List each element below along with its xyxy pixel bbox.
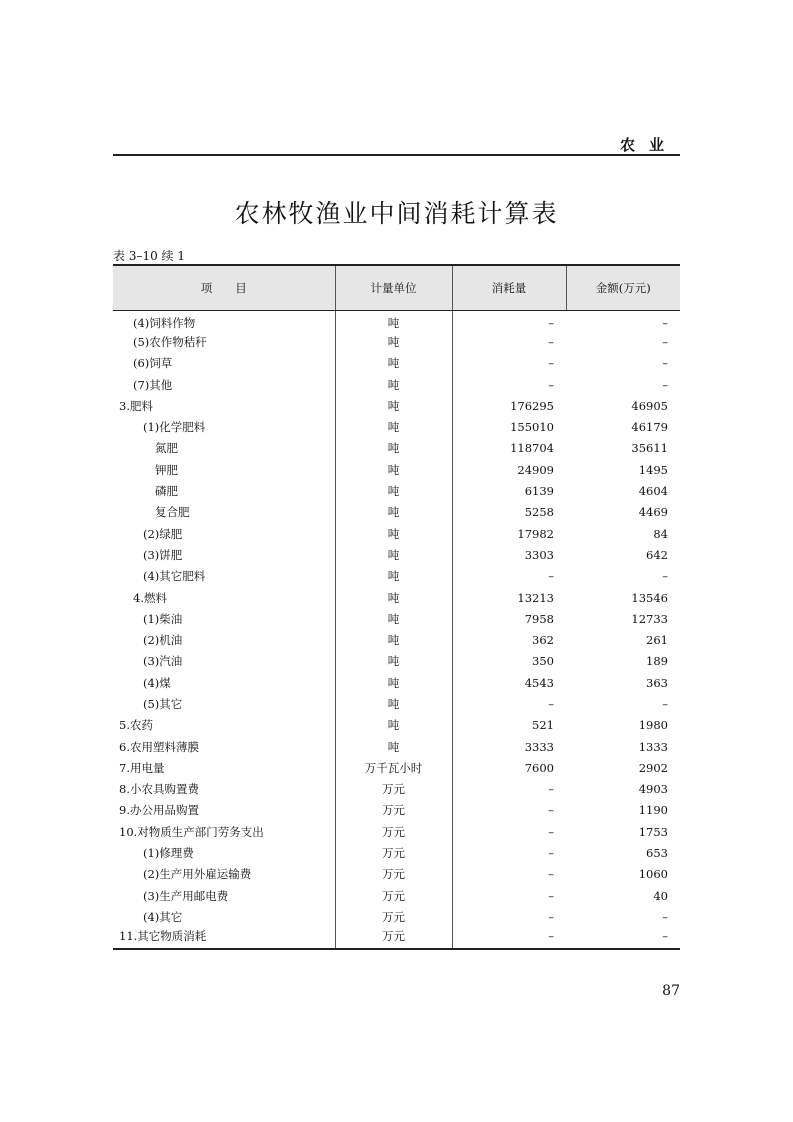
row-item-label: (2)机油: [143, 633, 183, 648]
row-consumption: 3333: [524, 739, 554, 754]
row-item-label: 9.办公用品购置: [119, 803, 199, 818]
row-amount: –: [662, 909, 668, 924]
row-unit: 万千瓦小时: [335, 757, 452, 778]
row-unit: 吨: [335, 438, 452, 459]
row-item-label: 5.农药: [119, 718, 153, 733]
section-header: [113, 132, 680, 156]
table-row: [113, 629, 680, 650]
row-item-label: (6)饲草: [133, 356, 173, 371]
row-amount: 12733: [631, 611, 668, 626]
row-item-label: (7)其他: [133, 377, 173, 392]
table-row: [113, 757, 680, 778]
table-row: [113, 566, 680, 587]
row-consumption: 521: [532, 718, 554, 733]
table-row: [113, 906, 680, 927]
row-item-label: (3)生产用邮电费: [143, 888, 229, 903]
row-amount: 4604: [638, 484, 668, 499]
row-consumption: 4543: [524, 675, 554, 690]
row-item-label: (1)修理费: [143, 846, 194, 861]
row-item-label: (5)其它: [143, 696, 183, 711]
row-unit: 万元: [335, 800, 452, 821]
row-item-label: (1)化学肥料: [143, 420, 206, 435]
row-amount: –: [662, 356, 668, 371]
row-item-label: 7.用电量: [119, 760, 165, 775]
row-consumption: –: [548, 824, 554, 839]
row-unit: 万元: [335, 885, 452, 906]
row-item-label: (2)绿肥: [143, 526, 183, 541]
row-unit: 吨: [335, 459, 452, 480]
row-amount: 1333: [638, 739, 668, 754]
table-label: 表 3–10 续 1: [113, 249, 185, 263]
row-amount: 1980: [638, 718, 668, 733]
row-unit: 吨: [335, 629, 452, 650]
row-item-label: (5)农作物秸秆: [133, 334, 207, 349]
row-consumption: 7600: [524, 760, 554, 775]
row-item-label: (3)汽油: [143, 654, 183, 669]
row-unit: 万元: [335, 906, 452, 927]
row-amount: 363: [646, 675, 668, 690]
row-unit: 吨: [335, 651, 452, 672]
row-amount: 261: [646, 633, 668, 648]
row-item-label: 复合肥: [155, 505, 190, 520]
row-unit: 万元: [335, 864, 452, 885]
page-title: 农林牧渔业中间消耗计算表: [234, 199, 559, 228]
section-header-text: 农业: [619, 136, 678, 154]
row-item-label: 氮肥: [155, 441, 178, 456]
row-consumption: –: [548, 909, 554, 924]
row-consumption: –: [548, 569, 554, 584]
row-unit: 万元: [335, 821, 452, 842]
row-consumption: –: [548, 782, 554, 797]
table-row: [113, 864, 680, 885]
row-unit: 吨: [335, 608, 452, 629]
row-item-label: (1)柴油: [143, 611, 183, 626]
row-amount: 2902: [638, 760, 668, 775]
row-item-label: (2)生产用外雇运输费: [143, 867, 252, 882]
row-item-label: 4.燃料: [133, 590, 167, 605]
table-row: [113, 459, 680, 480]
row-consumption: –: [548, 803, 554, 818]
row-amount: 1190: [638, 803, 668, 818]
consumption-table: [113, 264, 680, 950]
row-amount: 40: [653, 888, 668, 903]
column-header-consumption: 消耗量: [452, 265, 566, 310]
row-item-label: 钾肥: [155, 462, 178, 477]
row-amount: 1495: [638, 462, 668, 477]
row-unit: 吨: [335, 544, 452, 565]
row-consumption: –: [548, 846, 554, 861]
row-amount: 189: [646, 654, 668, 669]
row-consumption: –: [548, 696, 554, 711]
table-row: [113, 715, 680, 736]
row-consumption: 176295: [510, 398, 554, 413]
row-consumption: 24909: [517, 462, 554, 477]
row-consumption: 350: [532, 654, 554, 669]
table-row: [113, 395, 680, 416]
table-row: [113, 672, 680, 693]
table-row: [113, 353, 680, 374]
table-row: [113, 842, 680, 863]
row-consumption: –: [548, 356, 554, 371]
row-unit: 吨: [335, 480, 452, 501]
row-consumption: 17982: [517, 526, 554, 541]
row-item-label: (4)煤: [143, 675, 171, 690]
row-consumption: 6139: [524, 484, 554, 499]
column-header-amount: 金额(万元): [566, 265, 680, 310]
row-amount: 46905: [631, 398, 668, 413]
row-consumption: 155010: [510, 420, 554, 435]
row-unit: 吨: [335, 331, 452, 352]
row-unit: 吨: [335, 502, 452, 523]
table-row: [113, 587, 680, 608]
table-row: [113, 480, 680, 501]
row-unit: 吨: [335, 566, 452, 587]
row-consumption: –: [548, 377, 554, 392]
row-amount: 46179: [631, 420, 668, 435]
row-unit: 吨: [335, 523, 452, 544]
row-unit: 吨: [335, 416, 452, 437]
row-unit: 吨: [335, 736, 452, 757]
row-unit: 吨: [335, 693, 452, 714]
row-consumption: –: [452, 928, 566, 949]
table-body: [113, 310, 680, 949]
row-amount: 4469: [638, 505, 668, 520]
row-item-label: 11.其它物质消耗: [113, 928, 335, 949]
row-amount: 35611: [631, 441, 668, 456]
row-amount: 653: [646, 846, 668, 861]
row-amount: –: [662, 696, 668, 711]
table-row: [113, 800, 680, 821]
row-consumption: 5258: [524, 505, 554, 520]
column-header-unit: 计量单位: [335, 265, 452, 310]
row-item-label: 8.小农具购置费: [119, 782, 199, 797]
row-amount: 13546: [631, 590, 668, 605]
row-consumption: 7958: [524, 611, 554, 626]
row-unit: 吨: [335, 310, 452, 331]
table-row: [113, 693, 680, 714]
row-item-label: 3.肥料: [119, 398, 153, 413]
row-consumption: –: [548, 867, 554, 882]
row-unit: 吨: [335, 715, 452, 736]
table-row: [113, 608, 680, 629]
row-unit: 万元: [335, 842, 452, 863]
row-unit: 万元: [335, 928, 452, 949]
row-amount: 4903: [638, 782, 668, 797]
table-row: [113, 651, 680, 672]
row-item-label: 6.农用塑料薄膜: [119, 739, 199, 754]
page-number: 87: [662, 983, 680, 999]
row-amount: –: [566, 928, 680, 949]
row-amount: –: [662, 315, 668, 330]
row-amount: –: [662, 377, 668, 392]
table-row: [113, 779, 680, 800]
row-consumption: –: [548, 888, 554, 903]
table-row: [113, 310, 680, 331]
row-item-label: (4)其它: [143, 909, 183, 924]
row-item-label: 磷肥: [155, 484, 178, 499]
table-header-row: [113, 265, 680, 310]
table-row: [113, 544, 680, 565]
row-amount: 84: [653, 526, 668, 541]
row-consumption: 118704: [510, 441, 554, 456]
row-unit: 吨: [335, 353, 452, 374]
row-amount: –: [662, 334, 668, 349]
table-row: [113, 821, 680, 842]
table-row: [113, 374, 680, 395]
table-row: [113, 523, 680, 544]
row-consumption: –: [548, 315, 554, 330]
row-amount: –: [662, 569, 668, 584]
row-unit: 万元: [335, 779, 452, 800]
table-row: [113, 438, 680, 459]
row-unit: 吨: [335, 374, 452, 395]
table-row: [113, 416, 680, 437]
row-consumption: 13213: [517, 590, 554, 605]
row-item-label: (4)其它肥料: [143, 569, 206, 584]
row-consumption: –: [548, 334, 554, 349]
row-amount: 1753: [638, 824, 668, 839]
table-row: [113, 502, 680, 523]
table-row: [113, 736, 680, 757]
row-unit: 吨: [335, 395, 452, 416]
row-item-label: (3)饼肥: [143, 547, 183, 562]
row-item-label: 10.对物质生产部门劳务支出: [119, 824, 264, 839]
row-consumption: 3303: [524, 547, 554, 562]
row-consumption: 362: [532, 633, 554, 648]
table-row: [113, 928, 680, 949]
column-header-item: 项 目: [113, 265, 335, 310]
table-row: [113, 885, 680, 906]
row-unit: 吨: [335, 672, 452, 693]
table-row: [113, 331, 680, 352]
row-amount: 642: [646, 547, 668, 562]
row-amount: 1060: [638, 867, 668, 882]
row-item-label: (4)饲料作物: [133, 315, 196, 330]
row-unit: 吨: [335, 587, 452, 608]
